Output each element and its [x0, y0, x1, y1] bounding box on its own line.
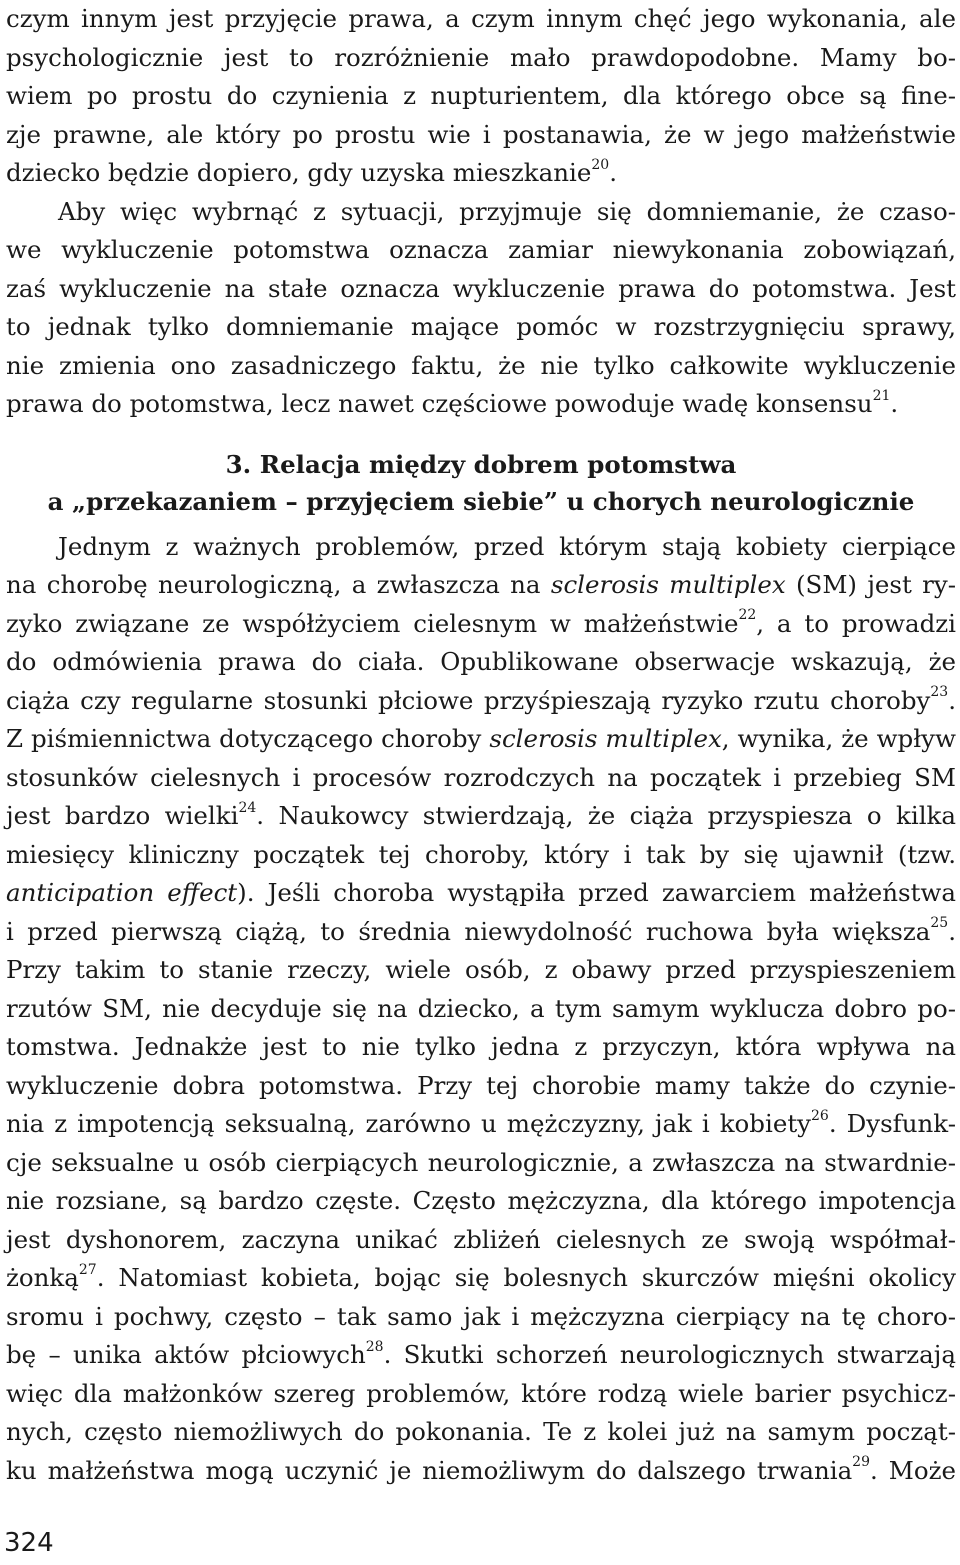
page-number: 324 — [4, 1528, 54, 1558]
text-line: nie rozsiane, są bardzo częste. Często mężczyzna, dla którego impotencja — [6, 1186, 956, 1215]
text-line: wykluczenie dobra potomstwa. Przy tej chorobie mamy także do czynie- — [6, 1070, 956, 1100]
text-run: bę – unika aktów płciowych — [6, 1340, 366, 1369]
text-line — [6, 797, 956, 836]
text-line — [6, 1259, 956, 1298]
text-line — [6, 682, 956, 721]
italic-term: sclerosis multiplex — [550, 570, 786, 599]
text-run: żonką — [6, 1263, 79, 1292]
text-line: rzutów SM, nie decyduje się na dziecko, a tym samym wyklucza dobro po- — [6, 993, 956, 1023]
text-line: do odmówienia prawa do ciała. Opublikowane obserwacje wskazują, że — [6, 647, 956, 676]
spacer — [6, 424, 956, 446]
spacer — [6, 520, 956, 528]
text-line: Przy takim to stanie rzeczy, wiele osób, z obawy przed przyspieszeniem — [6, 955, 956, 984]
text-line — [6, 1336, 956, 1375]
text-line: we wykluczenie potomstwa oznacza zamiar niewykonania zobowiązań, — [6, 235, 956, 264]
text-line: jest dyshonorem, zaczyna unikać zbliżeń cielesnych ze swoją współmał- — [6, 1224, 956, 1254]
text-line — [6, 566, 956, 605]
footnote-ref: 22 — [738, 607, 757, 624]
footnote-ref: 27 — [78, 1261, 97, 1278]
text-line: Jednym z ważnych problemów, przed którym stają kobiety cierpiące — [58, 531, 956, 561]
footnote-ref: 25 — [930, 915, 949, 932]
text-run: . — [948, 685, 956, 715]
text-run: ). Jeśli choroba wystąpiła przed zawarciem małżeństwa — [237, 878, 956, 907]
text-run: . — [609, 158, 617, 187]
text-line — [6, 385, 956, 424]
text-line: tomstwa. Jednakże jest to nie tylko jedna z przyczyn, która wpływa na — [6, 1032, 956, 1061]
text-line: więc dla małżonków szereg problemów, które rodzą wiele barier psychicz- — [6, 1378, 956, 1408]
italic-term: anticipation effect — [6, 878, 238, 907]
text-line: to jednak tylko domniemanie mające pomóc w rozstrzygnięciu sprawy, — [6, 312, 956, 341]
footnote-ref: 23 — [930, 684, 949, 701]
text-run: , a to prowadzi — [756, 608, 956, 638]
section-heading — [6, 446, 956, 520]
text-line — [6, 1105, 956, 1144]
footnote-ref: 26 — [811, 1107, 829, 1124]
text-line — [6, 154, 956, 193]
text-run: . Skutki schorzeń neurologicznych stwarzają — [383, 1340, 956, 1369]
text-run: dziecko będzie dopiero, gdy uzyska mieszkanie — [6, 158, 592, 187]
text-line: Aby więc wybrnąć z sytuacji, przyjmuje się domniemanie, że czaso- — [58, 196, 956, 226]
text-line: nie zmienia ono zasadniczego faktu, że nie tylko całkowite wykluczenie — [6, 350, 956, 380]
text-line: zaś wykluczenie na stałe oznacza wykluczenie prawa do potomstwa. Jest — [6, 273, 956, 303]
text-line: miesięcy kliniczny początek tej choroby, który i tak by się ujawnił (tzw. — [6, 839, 956, 869]
text-run: na chorobę neurologiczną, a zwłaszcza na — [6, 570, 551, 599]
text-line: psychologicznie jest to rozróżnienie mało prawdopodobne. Mamy bo- — [6, 42, 956, 72]
text-line: zje prawne, ale który po prostu wie i postanawia, że w jego małżeństwie — [6, 119, 956, 149]
text-run: zyko związane ze współżyciem cielesnym w małżeństwie — [6, 608, 739, 638]
footnote-ref: 29 — [852, 1454, 870, 1471]
text-run: (SM) jest ry- — [785, 570, 956, 599]
section-heading-line: a „przekazaniem – przyjęciem siebie” u chorych neurologicznie — [47, 486, 915, 516]
text-line — [6, 605, 956, 644]
text-run: jest bardzo wielki — [6, 801, 239, 830]
text-line: stosunków cielesnych i procesów rozrodczych na początek i przebieg SM — [6, 762, 956, 792]
text-run: i przed pierwszą ciążą, to średnia niewydolność ruchowa była większa — [6, 916, 931, 946]
text-run: Z piśmiennictwa dotyczącego choroby — [6, 724, 490, 753]
footnote-ref: 28 — [365, 1338, 384, 1355]
text-line: czym innym jest przyjęcie prawa, a czym innym chęć jego wykonania, ale — [6, 4, 956, 33]
text-line: cje seksualne u osób cierpiących neurologicznie, a zwłaszcza na stwardnie- — [6, 1147, 956, 1177]
text-run: prawa do potomstwa, lecz nawet częściowe powoduje wadę konsensu — [6, 389, 873, 418]
text-run: ciąża czy regularne stosunki płciowe przyśpieszają ryzyko rzutu choroby — [6, 685, 931, 715]
section-heading-line: 3. Relacja między dobrem potomstwa — [225, 449, 737, 479]
text-line — [6, 913, 956, 952]
text-run: . Może — [870, 1455, 956, 1485]
text-line: wiem po prostu do czynienia z nupturientem, dla którego obce są fine- — [6, 81, 956, 110]
text-line — [6, 1452, 956, 1491]
text-line — [6, 720, 956, 759]
footnote-ref: 24 — [238, 799, 257, 816]
text-line: sromu i pochwy, często – tak samo jak i mężczyzna cierpiący na tę choro- — [6, 1301, 956, 1331]
text-run: nia z impotencją seksualną, zarówno u mężczyzny, jak i kobiety — [6, 1109, 812, 1138]
text-run: . Natomiast kobieta, bojąc się bolesnych skurczów mięśni okolicy — [96, 1263, 956, 1292]
text-run: . Naukowcy stwierdzają, że ciąża przyspiesza o kilka — [256, 801, 956, 830]
footnote-ref: 20 — [591, 156, 610, 173]
text-run: . — [890, 389, 899, 418]
text-line: nych, często niemożliwych do pokonania. Te z kolei już na samym począt- — [6, 1417, 956, 1446]
document-page — [6, 0, 956, 1490]
text-run: . — [948, 916, 956, 946]
paragraph-top — [6, 0, 956, 193]
footnote-ref: 21 — [872, 387, 891, 404]
italic-term: sclerosis multiplex — [489, 724, 722, 753]
paragraph-presumption — [6, 193, 956, 424]
paragraph-main — [6, 528, 956, 1491]
text-run: ku małżeństwa mogą uczynić je niemożliwym do dalszego trwania — [6, 1455, 853, 1485]
text-line — [6, 874, 956, 913]
text-run: , wynika, że wpływ — [721, 724, 956, 753]
text-run: . Dysfunk- — [828, 1109, 956, 1138]
